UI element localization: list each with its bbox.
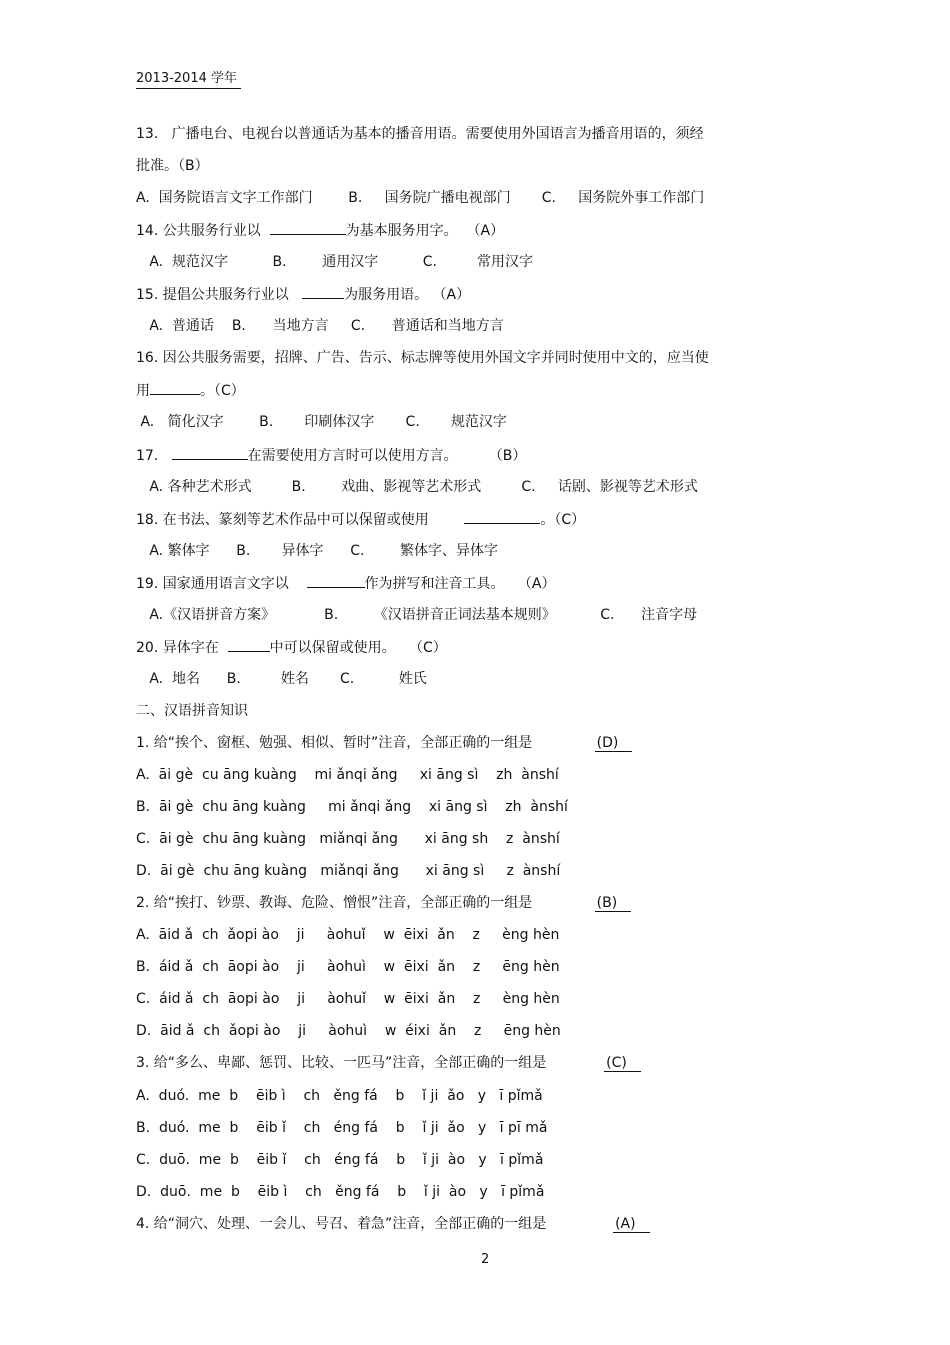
answer-label: (B) [595, 895, 632, 912]
text-line: A. duó. me b ēib ì ch ěng fá b ǐ ji ǎo y ī pǐmǎ [136, 1088, 543, 1104]
text-line: C. áid ǎ ch āopi ào ji àohuǐ w ēixi ǎn z èng hèn [136, 991, 560, 1007]
answer-label: (D) [595, 735, 633, 752]
text-line: 13. 广播电台、电视台以普通话为基本的播音用语。需要使用外国语言为播音用语的，须经 [136, 126, 704, 142]
text-line: A. 普通话 B. 当地方言 C. 普通话和当地方言 [136, 318, 504, 334]
page-header: 2013-2014 学年 [136, 70, 241, 89]
text-line: A. 简化汉字 B. 印刷体汉字 C. 规范汉字 [136, 414, 507, 430]
text-line: A. 国务院语言文字工作部门 B. 国务院广播电视部门 C. 国务院外事工作部门 [136, 190, 705, 206]
text-line: B. āi gè chu āng kuàng mi ǎnqi ǎng xi āng sì zh ànshí [136, 799, 568, 815]
text-line: 2. 给“挨打、钞票、教诲、危险、憎恨”注音，全部正确的一组是 (B) [136, 893, 631, 913]
page-number: 2 [481, 1252, 490, 1267]
text-line: A. 地名 B. 姓名 C. 姓氏 [136, 671, 427, 687]
text-line: 18. 在书法、篆刻等艺术作品中可以保留或使用 。（C） [136, 509, 585, 530]
fill-in-blank [228, 637, 270, 652]
text-line: 15. 提倡公共服务行业以 为服务用语。 （A） [136, 284, 470, 305]
text-line: 16. 因公共服务需要，招牌、广告、告示、标志牌等使用外国文字并同时使用中文的，应当使 [136, 350, 709, 366]
fill-in-blank [150, 380, 200, 395]
text-line: A. 各种艺术形式 B. 戏曲、影视等艺术形式 C. 话剧、影视等艺术形式 [136, 479, 698, 495]
fill-in-blank [302, 284, 344, 299]
fill-in-blank [172, 445, 248, 460]
text-line: A. āi gè cu āng kuàng mi ǎnqi ǎng xi āng sì zh ànshí [136, 767, 559, 783]
text-line: C. duō. me b ēib ǐ ch éng fá b ǐ ji ào y ī pǐmǎ [136, 1152, 544, 1168]
text-line: D. āi gè chu āng kuàng miǎnqi ǎng xi āng sì z ànshí [136, 863, 561, 879]
fill-in-blank [464, 509, 540, 524]
text-line: 1. 给“挨个、窗框、勉强、相似、暂时”注音，全部正确的一组是 (D) [136, 733, 632, 753]
fill-in-blank [270, 220, 346, 235]
text-line: A. 规范汉字 B. 通用汉字 C. 常用汉字 [136, 254, 533, 270]
text-line: A. āid ǎ ch ǎopi ào ji àohuǐ w ēixi ǎn z èng hèn [136, 927, 560, 943]
text-line: 3. 给“多么、卑鄙、惩罚、比较、一匹马”注音，全部正确的一组是 (C) [136, 1053, 641, 1073]
text-line: B. áid ǎ ch āopi ào ji àohuì w ēixi ǎn z ēng hèn [136, 959, 560, 975]
text-line: 17. 在需要使用方言时可以使用方言。 （B） [136, 445, 526, 466]
text-line: 用 。（C） [136, 380, 245, 401]
text-line: 20. 异体字在 中可以保留或使用。 （C） [136, 637, 447, 658]
text-line: D. duō. me b ēib ì ch ěng fá b ǐ ji ào y ī pǐmǎ [136, 1184, 545, 1200]
text-line: 14. 公共服务行业以 为基本服务用字。 （A） [136, 220, 504, 241]
text-line: A.《汉语拼音方案》 B. 《汉语拼音正词法基本规则》 C. 注音字母 [136, 607, 698, 623]
text-line: D. āid ǎ ch ǎopi ào ji àohuì w éixi ǎn z ēng hèn [136, 1023, 561, 1039]
text-line: 二、汉语拼音知识 [136, 703, 248, 719]
text-line: 4. 给“洞穴、处理、一会儿、号召、着急”注音，全部正确的一组是 (A) [136, 1214, 650, 1234]
answer-label: (A) [613, 1216, 650, 1233]
text-line: A. 繁体字 B. 异体字 C. 繁体字、异体字 [136, 543, 499, 559]
text-line: 19. 国家通用语言文字以 作为拼写和注音工具。 （A） [136, 573, 555, 594]
text-line: 批准。（B） [136, 158, 209, 174]
text-line: B. duó. me b ēib ǐ ch éng fá b ǐ ji ǎo y ī pī mǎ [136, 1120, 548, 1136]
text-line: C. āi gè chu āng kuàng miǎnqi ǎng xi āng sh z ànshí [136, 831, 560, 847]
fill-in-blank [307, 573, 365, 588]
answer-label: (C) [604, 1055, 641, 1072]
